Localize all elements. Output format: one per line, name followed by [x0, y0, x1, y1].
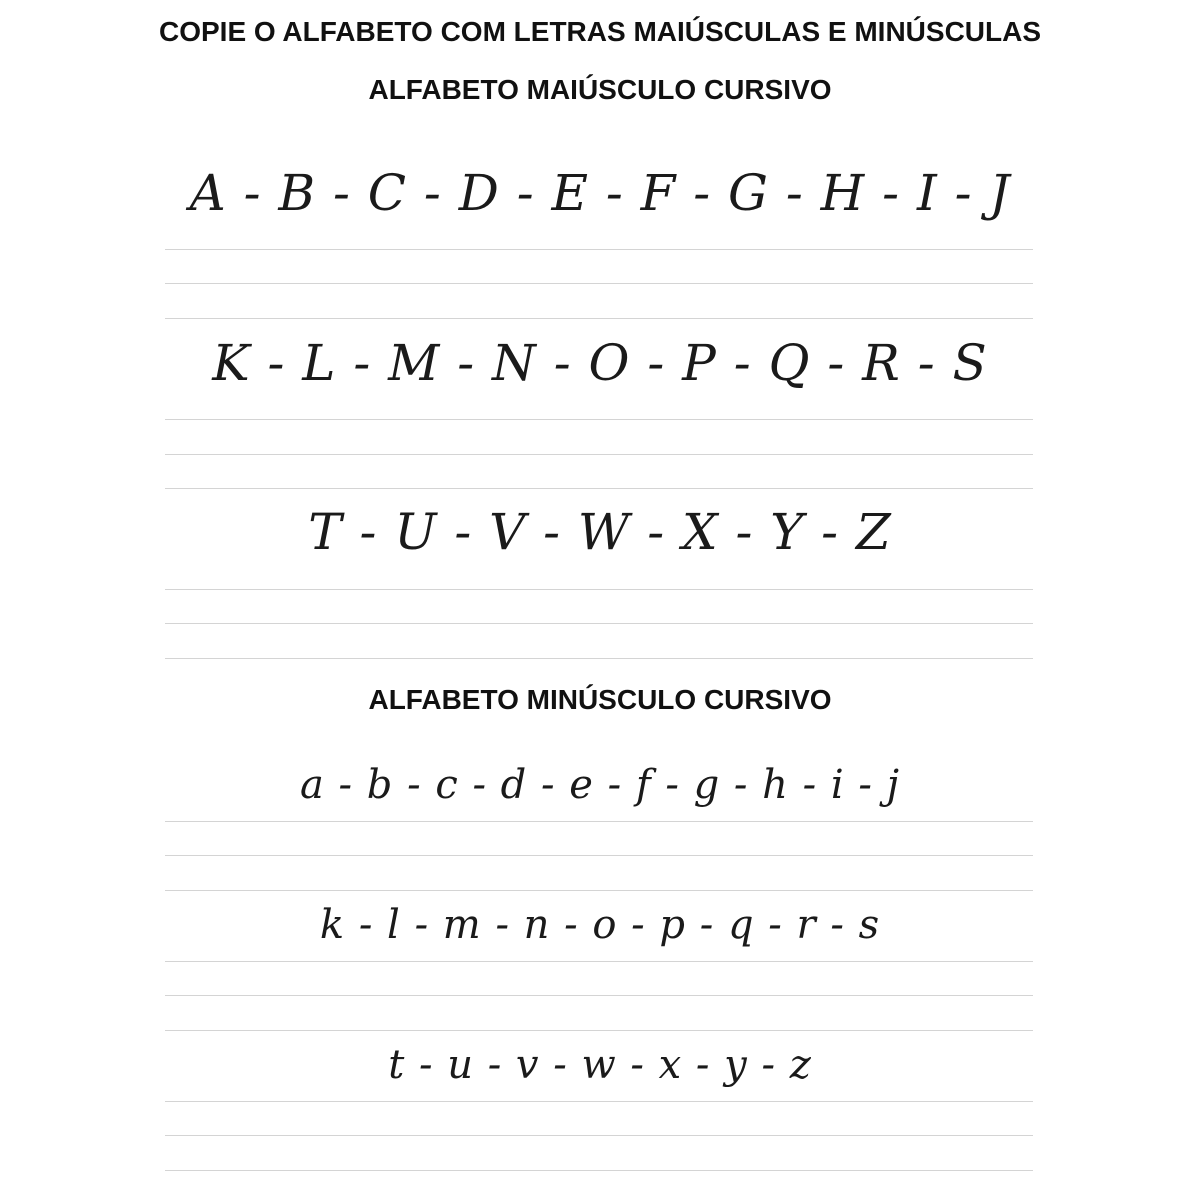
writing-guide-line — [165, 1170, 1033, 1171]
lowercase-section-heading: ALFABETO MINÚSCULO CURSIVO — [368, 684, 832, 715]
lowercase-letters-row-2: k - l - m - n - o - p - q - r - s — [319, 902, 881, 948]
writing-guide-line — [165, 658, 1033, 659]
writing-guide-line — [165, 283, 1033, 284]
writing-guide-line — [165, 249, 1033, 250]
page-title: COPIE O ALFABETO COM LETRAS MAIÚSCULAS E MINÚSCULAS — [158, 16, 1042, 47]
writing-guide-line — [165, 890, 1033, 891]
writing-guide-line — [165, 454, 1033, 455]
uppercase-letters-row-2: K - L - M - N - O - P - Q - R - S — [212, 334, 988, 392]
writing-guide-line — [165, 1030, 1033, 1031]
writing-guide-line — [165, 419, 1033, 420]
writing-guide-line — [165, 589, 1033, 590]
writing-guide-line — [165, 855, 1033, 856]
lowercase-letters-row-3: t - u - v - w - x - y - z — [388, 1042, 812, 1088]
writing-guide-line — [165, 995, 1033, 996]
writing-guide-line — [165, 488, 1033, 489]
writing-guide-line — [165, 1101, 1033, 1102]
uppercase-letters-row-3: T - U - V - W - X - Y - Z — [308, 503, 892, 561]
uppercase-letters-row-1: A - B - C - D - E - F - G - H - I - J — [189, 164, 1011, 222]
uppercase-section-heading: ALFABETO MAIÚSCULO CURSIVO — [368, 74, 832, 105]
writing-guide-line — [165, 961, 1033, 962]
writing-guide-line — [165, 623, 1033, 624]
writing-guide-line — [165, 318, 1033, 319]
writing-guide-line — [165, 821, 1033, 822]
lowercase-letters-row-1: a - b - c - d - e - f - g - h - i - j — [299, 762, 900, 808]
writing-guide-line — [165, 1135, 1033, 1136]
